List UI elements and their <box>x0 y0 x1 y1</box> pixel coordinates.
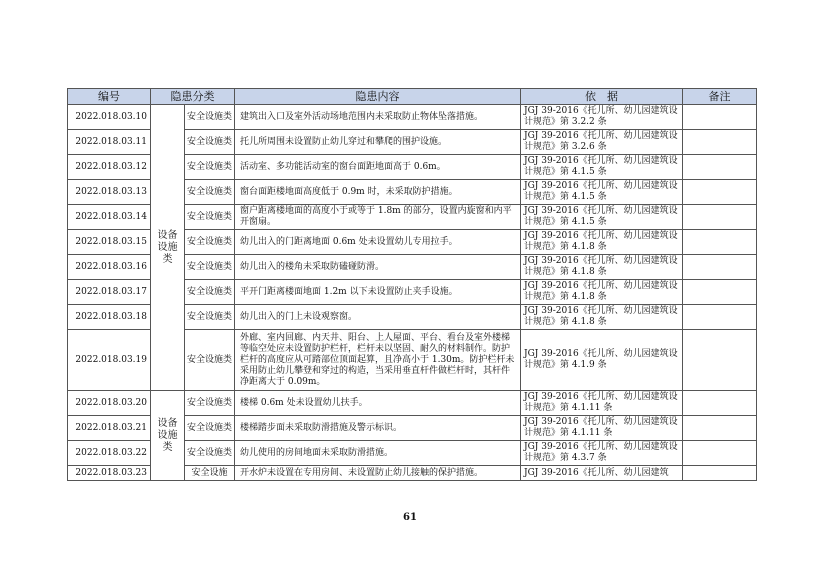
hazard-table <box>67 88 757 481</box>
row-subcategory: 安全设施类 <box>185 416 235 441</box>
row-code: 2022.018.03.17 <box>68 280 151 305</box>
row-subcategory: 安全设施类 <box>185 391 235 416</box>
row-basis: JGJ 39-2016《托儿所、幼儿园建筑设计规范》第 3.2.2 条 <box>521 105 683 130</box>
row-basis: JGJ 39-2016《托儿所、幼儿园建筑设计规范》第 4.1.9 条 <box>521 330 683 391</box>
row-basis: JGJ 39-2016《托儿所、幼儿园建筑 <box>521 466 683 481</box>
row-code: 2022.018.03.10 <box>68 105 151 130</box>
row-note <box>683 230 757 255</box>
row-subcategory: 安全设施 <box>185 466 235 481</box>
row-note <box>683 416 757 441</box>
row-content: 开水炉未设置在专用房间、未设置防止幼儿接触的保护措施。 <box>235 466 521 481</box>
row-note <box>683 305 757 330</box>
row-content: 托儿所周围未设置防止幼儿穿过和攀爬的围护设施。 <box>235 130 521 155</box>
header-note: 备注 <box>683 89 757 105</box>
row-content: 平开门距离楼面地面 1.2m 以下未设置防止夹手设施。 <box>235 280 521 305</box>
row-basis: JGJ 39-2016《托儿所、幼儿园建筑设计规范》第 4.1.8 条 <box>521 255 683 280</box>
row-code: 2022.018.03.14 <box>68 205 151 230</box>
row-basis: JGJ 39-2016《托儿所、幼儿园建筑设计规范》第 3.2.6 条 <box>521 130 683 155</box>
row-subcategory: 安全设施类 <box>185 180 235 205</box>
row-subcategory: 安全设施类 <box>185 305 235 330</box>
row-content: 幼儿使用的房间地面未采取防滑措施。 <box>235 441 521 466</box>
row-code: 2022.018.03.13 <box>68 180 151 205</box>
row-content: 活动室、多功能活动室的窗台面距地面高于 0.6m。 <box>235 155 521 180</box>
group-category-cell: 设备设施类 <box>151 391 185 481</box>
row-note <box>683 180 757 205</box>
row-subcategory: 安全设施类 <box>185 155 235 180</box>
header-code: 编号 <box>68 89 151 105</box>
row-subcategory: 安全设施类 <box>185 441 235 466</box>
header-content: 隐患内容 <box>235 89 521 105</box>
group-category-cell: 设备设施类 <box>151 105 185 391</box>
row-basis: JGJ 39-2016《托儿所、幼儿园建筑设计规范》第 4.1.5 条 <box>521 155 683 180</box>
row-content: 建筑出入口及室外活动场地范围内未采取防止物体坠落措施。 <box>235 105 521 130</box>
row-note <box>683 466 757 481</box>
table-row <box>68 105 757 130</box>
row-basis: JGJ 39-2016《托儿所、幼儿园建筑设计规范》第 4.3.7 条 <box>521 441 683 466</box>
row-content: 幼儿出入的门距离地面 0.6m 处未设置幼儿专用拉手。 <box>235 230 521 255</box>
row-code: 2022.018.03.22 <box>68 441 151 466</box>
row-basis: JGJ 39-2016《托儿所、幼儿园建筑设计规范》第 4.1.11 条 <box>521 416 683 441</box>
row-code: 2022.018.03.23 <box>68 466 151 481</box>
row-basis: JGJ 39-2016《托儿所、幼儿园建筑设计规范》第 4.1.5 条 <box>521 205 683 230</box>
row-basis: JGJ 39-2016《托儿所、幼儿园建筑设计规范》第 4.1.5 条 <box>521 180 683 205</box>
row-code: 2022.018.03.11 <box>68 130 151 155</box>
row-code: 2022.018.03.15 <box>68 230 151 255</box>
page-number: 61 <box>403 512 417 523</box>
row-subcategory: 安全设施类 <box>185 205 235 230</box>
row-note <box>683 441 757 466</box>
hazard-table-container <box>67 88 756 481</box>
row-code: 2022.018.03.21 <box>68 416 151 441</box>
row-note <box>683 391 757 416</box>
row-note <box>683 205 757 230</box>
row-code: 2022.018.03.19 <box>68 330 151 391</box>
row-note <box>683 330 757 391</box>
row-code: 2022.018.03.12 <box>68 155 151 180</box>
row-note <box>683 105 757 130</box>
row-basis: JGJ 39-2016《托儿所、幼儿园建筑设计规范》第 4.1.11 条 <box>521 391 683 416</box>
row-note <box>683 255 757 280</box>
row-subcategory: 安全设施类 <box>185 330 235 391</box>
row-note <box>683 280 757 305</box>
row-subcategory: 安全设施类 <box>185 130 235 155</box>
row-basis: JGJ 39-2016《托儿所、幼儿园建筑设计规范》第 4.1.8 条 <box>521 280 683 305</box>
row-subcategory: 安全设施类 <box>185 230 235 255</box>
row-content: 幼儿出入的门上未设观察窗。 <box>235 305 521 330</box>
table-header-row <box>68 89 757 105</box>
table-row <box>68 391 757 416</box>
row-basis: JGJ 39-2016《托儿所、幼儿园建筑设计规范》第 4.1.8 条 <box>521 305 683 330</box>
row-content: 窗台面距楼地面高度低于 0.9m 时，未采取防护措施。 <box>235 180 521 205</box>
row-code: 2022.018.03.16 <box>68 255 151 280</box>
row-code: 2022.018.03.20 <box>68 391 151 416</box>
header-category: 隐患分类 <box>151 89 235 105</box>
row-note <box>683 155 757 180</box>
row-content: 楼梯 0.6m 处未设置幼儿扶手。 <box>235 391 521 416</box>
row-content: 窗户距离楼地面的高度小于或等于 1.8m 的部分，设置内旋窗和内平开窗扇。 <box>235 205 521 230</box>
row-subcategory: 安全设施类 <box>185 105 235 130</box>
row-subcategory: 安全设施类 <box>185 280 235 305</box>
row-subcategory: 安全设施类 <box>185 255 235 280</box>
header-basis: 依 据 <box>521 89 683 105</box>
row-content: 楼梯踏步面未采取防滑措施及警示标识。 <box>235 416 521 441</box>
row-content: 外廊、室内回廊、内天井、阳台、上人屋面、平台、看台及室外楼梯等临空处应未设置防护栏杆，栏杆未以坚固、耐久的材料制作。防护栏杆的高度应从可踏部位顶面起算，且净高小于 1.30m。防护栏杆未采用防止幼儿攀登和穿过的构造，当采用垂直杆件做栏杆时，其杆件净距离大于 0.09m。 <box>235 330 521 391</box>
row-content: 幼儿出入的楼角未采取防磕碰防滑。 <box>235 255 521 280</box>
row-basis: JGJ 39-2016《托儿所、幼儿园建筑设计规范》第 4.1.8 条 <box>521 230 683 255</box>
row-code: 2022.018.03.18 <box>68 305 151 330</box>
row-note <box>683 130 757 155</box>
